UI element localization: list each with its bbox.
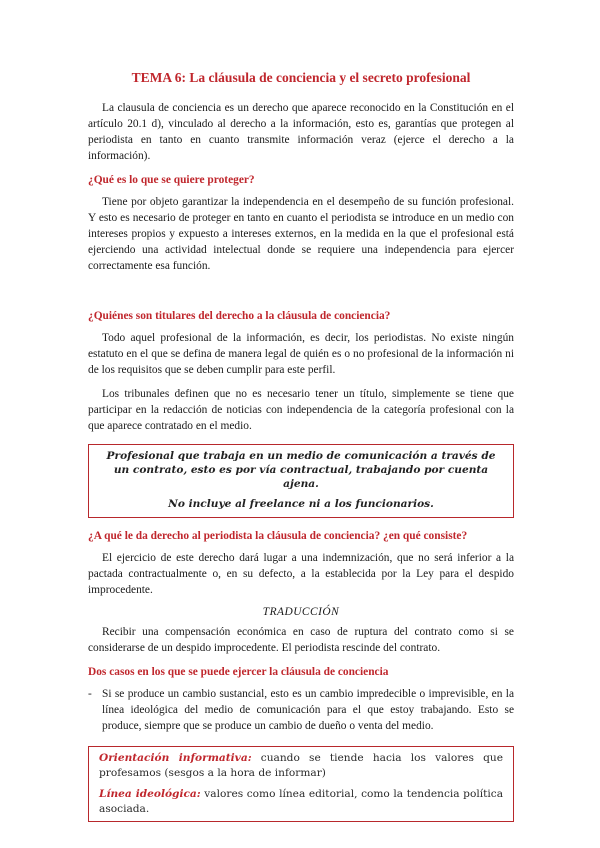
cases-list [88,686,514,734]
document-page [88,70,514,822]
ideology-text: valores como línea editorial, como la tendencia política asociada. [99,788,504,815]
holders-paragraph-2: Los tribunales definen que no es necesario tener un título, simplemente se tiene que participar en la redacción de noticias con independencia de la categoría profesional con la que aparece contratado en el medio. [88,388,514,432]
orientation-row [99,751,503,781]
definition-box-line-2: No incluye al freelance ni a los funcionarios. [168,498,434,510]
definition-box-line-1: Profesional que trabaja en un medio de comunicación a través de un contrato, esto es por vía contractual, trabajando por cuenta ajena. [106,450,496,490]
list-item [88,686,514,734]
protect-paragraph: Tiene por objeto garantizar la independencia en el desempeño de su función profesional. Y esto es necesario de proteger en tanto en cuanto el periodista se introduce en un medio con intereses propios y expuesto a intereses externos, en la medida en la que el profesional está ejerciendo una actividad intelectual donde se requiere una independencia para ejercer correctamente esa función. [88,196,514,272]
intro-paragraph: La clausula de conciencia es un derecho que aparece reconocido en la Constitución en el artículo 20.1 d), vinculado al derecho a la información, esto es, garantías que protegen al periodista en tanto en cuanto transmite información veraz (ejerce el derecho a la información). [88,102,514,162]
page-title: TEMA 6: La cláusula de conciencia y el secreto profesional [131,70,471,85]
orientation-text: cuando se tiende hacia los valores que profesamos (sesgos a la hora de informar) [99,752,503,779]
dash-bullet: - [88,688,92,700]
holders-paragraph-1: Todo aquel profesional de la información, es decir, los periodistas. No existe ningún estatuto en el que se defina de manera legal de quién es o no profesional de la información ni de los requisitos que se deben cumplir para este perfil. [88,332,514,376]
ideology-row [99,787,503,817]
orientation-term: Orientación informativa: [99,752,252,764]
definition-box [88,444,514,518]
section-heading-two-cases: Dos casos en los que se puede ejercer la cláusula de conciencia [88,666,389,678]
section-heading-holders: ¿Quiénes son titulares del derecho a la cláusula de conciencia? [88,310,391,322]
traduccion-label: TRADUCCIÓN [262,606,340,618]
rights-paragraph: El ejercicio de este derecho dará lugar a una indemnización, que no será inferior a la pactada contractualmente o, en su defecto, a la establecida por la Ley para el despido improcedente. [88,552,514,596]
section-heading-protect: ¿Qué es lo que se quiere proteger? [88,174,255,186]
traduccion-paragraph: Recibir una compensación económica en caso de ruptura del contrato como si se considerarse de un despido improcedente. El periodista rescinde del contrato. [88,626,514,654]
orientation-box [88,746,514,822]
section-heading-rights: ¿A qué le da derecho al periodista la cláusula de conciencia? ¿en qué consiste? [88,530,468,542]
ideology-term: Línea ideológica: [99,788,201,800]
case-1-text: Si se produce un cambio sustancial, esto es un cambio impredecible o imprevisible, en la línea ideológica del medio de comunicación para el que estoy trabajando. Esto se produce, siempre que se produce un cambio de dueño o venta del medio. [102,688,514,732]
